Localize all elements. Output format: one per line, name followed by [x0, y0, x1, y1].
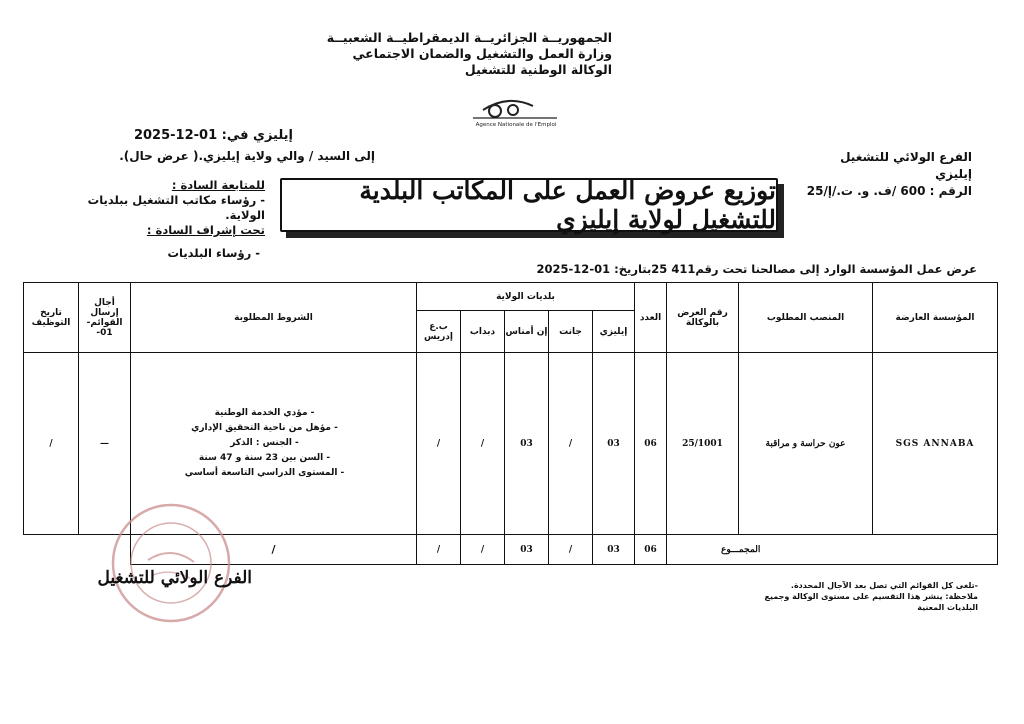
- djanet-cell: /: [549, 353, 593, 535]
- header-debdeb: دبداب: [461, 311, 505, 353]
- agency-line: الوكالة الوطنية للتشغيل: [464, 62, 612, 77]
- in-amenas-cell: 03: [505, 353, 549, 535]
- date-line: إيليزي في: 01-12-2025: [133, 128, 293, 143]
- header-position: المنصب المطلوب: [739, 283, 873, 353]
- total-in-amenas: 03: [505, 535, 549, 565]
- header-company: المؤسسة العارضة: [873, 283, 998, 353]
- condition-item: - السن بين 23 سنة و 47 سنة: [131, 451, 398, 466]
- offer-number-cell: 25/1001: [667, 353, 739, 535]
- branch-name: الفرع الولائي للتشغيل إيليزي: [840, 150, 972, 181]
- note-deadline: -تلغى كل القوائم التي تصل بعد الآجال المحددة.: [790, 581, 978, 590]
- header-bordj-omar-driss: ب.ع إدريس: [417, 311, 461, 353]
- condition-item: - المستوى الدراسي التاسعة أساسي: [131, 466, 398, 481]
- logo-caption: Agence Nationale de l'Emploi: [475, 122, 557, 128]
- branch-info: [802, 149, 972, 200]
- deadline-cell: —: [79, 353, 131, 535]
- header-offer-number: رقم العرض بالوكالة: [667, 283, 739, 353]
- condition-item: - الجنس : الذكر: [131, 436, 398, 451]
- document-title: توزيع عروض العمل على المكاتب البلدية للتشغيل لولاية إيليزي: [359, 176, 776, 234]
- total-debdeb: /: [461, 535, 505, 565]
- hire-date-cell: /: [24, 353, 79, 535]
- total-blank: [24, 535, 79, 565]
- count-cell: 06: [635, 353, 667, 535]
- header-in-amenas: إن أمناس: [505, 311, 549, 353]
- illizi-cell: 03: [593, 353, 635, 535]
- document-title-box: [280, 178, 778, 232]
- republic-line: الجمهوريــة الجزائريــة الديمقراطيــة الشعبيــة: [326, 30, 612, 45]
- follow-heading: للمتابعة السادة :: [171, 178, 265, 192]
- note-publication: ملاحظة: ينشر هذا التقسيم على مستوى الوكالة وجميع البلديات المعنية: [764, 592, 978, 612]
- header-municipalities: بلديات الولاية: [417, 283, 635, 311]
- header-djanet: جانت: [549, 311, 593, 353]
- company-cell: SGS ANNABA: [873, 353, 998, 535]
- total-label: المجمـــوع: [667, 535, 998, 565]
- header-conditions: الشروط المطلوبة: [131, 283, 417, 353]
- condition-item: - مؤدي الخدمة الوطنية: [131, 406, 398, 421]
- header-hire-date: تاريخ التوظيف: [24, 283, 79, 353]
- total-djanet: /: [549, 535, 593, 565]
- header-count: العدد: [635, 283, 667, 353]
- recipient-line: إلى السيد / والي ولاية إيليزي.( عرض حال).: [119, 149, 375, 163]
- condition-item: - مؤهل من ناحية التحقيق الإداري: [131, 421, 398, 436]
- follow-item: - رؤساء مكاتب التشغيل ببلديات الولاية.: [87, 193, 265, 222]
- intro-line: عرض عمل المؤسسة الوارد إلى مصالحنا تحت رقم411 25بتاريخ: 01-12-2025: [536, 262, 977, 276]
- notes-block: [748, 580, 978, 613]
- supervision-heading: تحت إشراف السادة :: [146, 223, 265, 237]
- follow-up-block: [60, 178, 265, 238]
- total-bordj-omar-driss: /: [417, 535, 461, 565]
- bordj-omar-driss-cell: /: [417, 353, 461, 535]
- header-illizi: إيليزي: [593, 311, 635, 353]
- position-cell: عون حراسة و مراقبة: [739, 353, 873, 535]
- total-conditions: /: [131, 535, 417, 565]
- ministry-header: [312, 30, 612, 78]
- total-count: 06: [635, 535, 667, 565]
- table-header-row: [24, 283, 998, 311]
- header-deadline: أجال إرسال القوائم- 01-: [79, 283, 131, 353]
- total-illizi: 03: [593, 535, 635, 565]
- anem-logo-icon: [453, 92, 579, 130]
- signature-title: الفرع الولائي للتشغيل: [97, 568, 252, 588]
- ministry-line: وزارة العمل والتشغيل والضمان الاجتماعي: [352, 46, 612, 61]
- official-stamp-icon: [108, 500, 234, 626]
- debdeb-cell: /: [461, 353, 505, 535]
- reference-number: الرقم : 600 /ف. و. ت./إ/25: [806, 184, 972, 198]
- mayors-line: - رؤساء البلديات: [167, 246, 260, 260]
